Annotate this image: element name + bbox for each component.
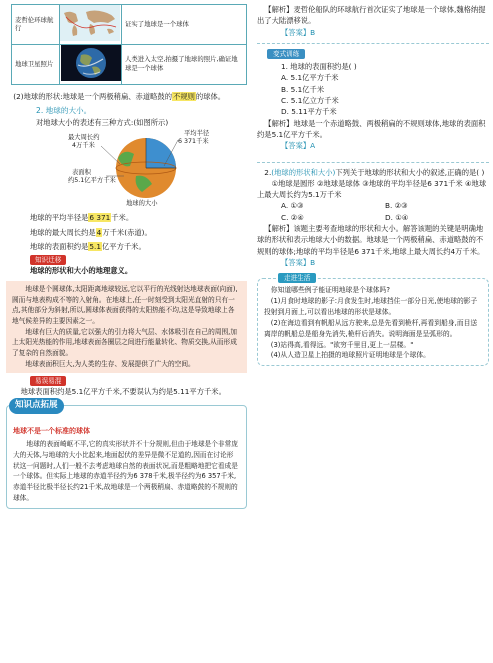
q2-stem: 2.(地球的形状和大小)下列关于地球的形状和大小的叙述,正确的是( ) [264, 167, 485, 177]
table-cell-desc: 人类进入太空,拍摄了地球的照片,确证地球是一个球体 [122, 44, 247, 84]
q2-option: A. ①③ [281, 201, 304, 211]
q2-option: B. ②③ [385, 201, 408, 211]
figure-caption: 地球的大小 [126, 200, 158, 208]
q1-stem: 1. 地球的表面积约是( ) [281, 62, 357, 72]
divider [257, 162, 489, 163]
life-item: (4)从人造卫星上拍摄的地球照片证明地球是个球体。 [270, 351, 430, 360]
knowledge-extension-tag: 知识点拓展 [9, 398, 64, 414]
mistake-tag: 易误易混 [30, 376, 66, 386]
table-cell-event: 麦哲伦环球航行 [12, 5, 60, 45]
answer-1: 【答案】B [281, 27, 316, 37]
transfer-box: 地球是个圆球体,太阳距离地球较远,它以平行的光线射达地球表面(向面),圆而与地表构成不等的入射角。在地球上,任一时刻受到太阳光直射的只有一点,其他部分为斜射,所以,圆球体表面获得的太阳热能不均,这是导致地球上各地气候差异的主要因素之一。 地球有巨大的质量,它以强大的引力将大气层、水体吸引在自己的周围,加上太阳光热能的作用,地球表面各圈层之间进行能量转化、物质交换,从而形成了复杂的自然面貌。 地球表面积巨大,为人类的生存、发展提供了广大的空间。 [6, 281, 247, 373]
highlight: 不规则 [173, 91, 195, 101]
q2-statements: ①地球是圆形 ②地球是球体 ③地球的平均半径是6 371千米 ④地球上最大周长约为5.1万千米 [257, 178, 487, 200]
answer-3: 【答案】B [281, 257, 316, 267]
table-row [12, 5, 247, 45]
table-cell-event: 地球卫星照片 [12, 44, 60, 84]
life-tag: 走进生活 [278, 273, 316, 283]
earth-photo-cell [60, 44, 122, 84]
fact-area: 地球的表面积约是5.1亿平方千米。 [30, 241, 146, 251]
knowledge-transfer-tag: 知识迁移 [30, 255, 66, 265]
transfer-title: 地球的形状和大小的地理意义。 [30, 266, 133, 276]
section-heading: 2. 地球的大小。 [36, 106, 92, 116]
right-column [257, 4, 489, 366]
q2-option: D. ①④ [385, 212, 409, 222]
extension-title: 地球不是一个标准的球体 [13, 427, 90, 436]
radius-label: 平均半径 6 371千米 [178, 130, 210, 146]
world-map-image [60, 5, 120, 41]
q1-option: C. 5.1亿立方千米 [281, 96, 339, 106]
knowledge-extension-box [6, 400, 247, 509]
table-row [12, 44, 247, 84]
q2-options [257, 200, 489, 223]
life-box [257, 274, 489, 366]
q2-option: C. ②④ [281, 212, 304, 222]
analysis-1: 【解析】麦哲伦船队的环球航行首次证实了地球是一个球体,魏格纳提出了大陆漂移说。 [257, 5, 486, 26]
extension-text: 地球的表面崎岖不平,它的真实形状并不十分规则,但由于地球是个非常庞大的天体,与地球的大小比起来,地面起伏的差异是微不足道的,因而在讨论形状这一问题时,人们一般不去考虑地球自然的表面状况,而是粗略地把它看成是一个球体。但实际上地球的赤道半径约为6 378千米,极半径约为6 357千米,赤道半径比极半径长约21千米,故地球是一个两极稍扁、赤道略鼓的不规则的球体。 [13, 440, 238, 502]
earth-globe-diagram [6, 128, 247, 210]
q1-option: D. 5.11平方千米 [281, 107, 337, 117]
fact-radius: 地球的平均半径是6 371千米。 [30, 213, 134, 223]
q1-option: B. 5.1亿千米 [281, 84, 325, 94]
analysis-3: 【解析】该题主要考查地球的形状和大小。解答该题的关键是明确地球的形状和表示地球大小的数据。地球是一个两极稍扁、赤道略鼓的不规则的球体;地球的平均半径是6 371千米,地球上最大周长约4万千米。 [257, 224, 485, 256]
q1-option: A. 5.1亿平方千米 [281, 73, 339, 83]
fact-circumference: 地球的最大周长约是4万千米(赤道)。 [30, 227, 152, 237]
evidence-table [11, 4, 247, 85]
life-item: (1)月食时地球的影子:月食发生时,地球挡住一部分日光,使地球的影子投射到月面上,可以看出地球的形状是球体。 [264, 297, 478, 316]
life-question: 你知道哪些例子能证明地球是个球体吗? [270, 286, 390, 295]
earth-photo-image [61, 45, 121, 81]
map-image-cell [60, 5, 122, 45]
life-item: (2)在海边看到有帆船从远方驶来,总是先看到桅杆,再看到船身,而目送离岸的帆船总是船身先消失,桅杆后消失。说明海面是呈弧形的。 [264, 318, 478, 338]
table-cell-desc: 证实了地球是一个球体 [122, 5, 247, 45]
earth-size-figure [6, 128, 247, 210]
circumference-label: 最大周长约 4万千米 [68, 134, 100, 150]
question-1 [257, 61, 489, 117]
divider [257, 43, 489, 44]
variant-training-tag: 变式训练 [267, 49, 305, 59]
life-item: (3)站得高,看得远。"欲穷千里目,更上一层楼。" [270, 340, 414, 349]
area-label: 表面积 约5.1亿平方千米 [68, 169, 116, 185]
intro-text: 对地球大小的表述有三种方式:(如图所示) [36, 118, 169, 127]
mistake-text: 地球表面积约是5.1亿平方千米,不要误认为约是5.11平方千米。 [20, 386, 226, 396]
answer-2: 【答案】A [281, 141, 316, 151]
left-column [6, 4, 247, 509]
shape-paragraph: (2)地球的形状:地球是一个两极稍扁、赤道略鼓的不规则的球体。 [13, 91, 226, 101]
analysis-2: 【解析】地球是一个赤道略鼓、两极稍扁的不规则球体,地球的表面积约是5.1亿平方千米。 [257, 118, 486, 139]
